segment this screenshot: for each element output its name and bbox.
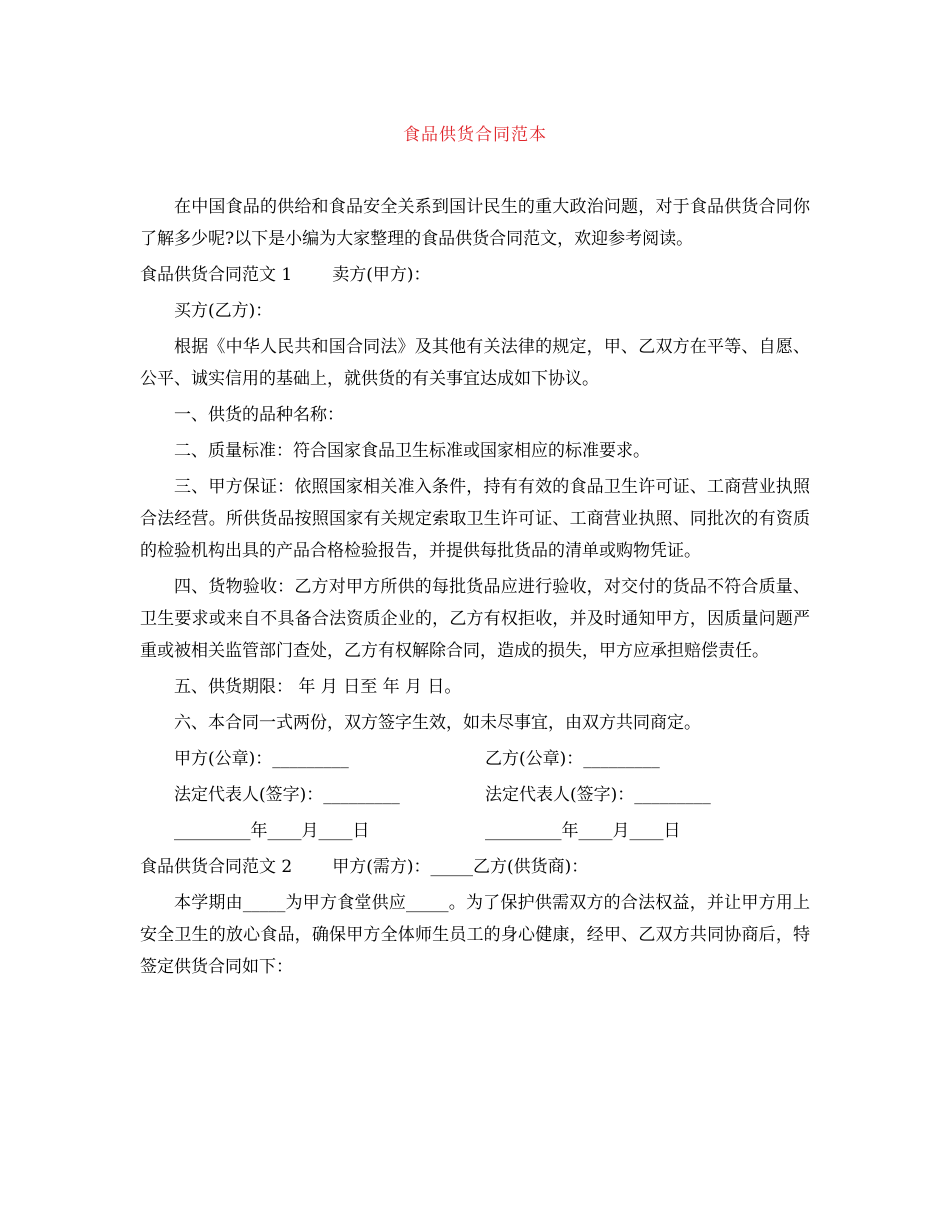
party-a-date: _________年____月____日 <box>174 821 370 841</box>
sample1-seller-label: 卖方(甲方)： <box>332 265 431 285</box>
clause-2: 二、质量标准：符合国家食品卫生标准或国家相应的标准要求。 <box>174 441 650 461</box>
sample1-heading: 食品供货合同范文 1 <box>140 265 293 285</box>
sample1-heading-line <box>140 259 810 291</box>
basis-paragraph: 根据《中华人民共和国合同法》及其他有关法律的规定，甲、乙双方在平等、自愿、公平、诚实信用的基础上，就供货的有关事宜达成如下协议。 <box>140 337 810 389</box>
sample2-paragraph: 本学期由_____为甲方食堂供应_____。为了保护供需双方的合法权益，并让甲方用上安全卫生的放心食品，确保甲方全体师生员工的身心健康，经甲、乙双方共同协商后，特签定供货合同如下： <box>140 893 810 977</box>
signature-date-row <box>140 815 810 847</box>
party-a-representative: 法定代表人(签字)：_________ <box>174 785 400 805</box>
party-b-date: _________年____月____日 <box>485 821 681 841</box>
sample2-heading: 食品供货合同范文 2 <box>140 857 293 877</box>
clause-3: 三、甲方保证：依照国家相关准入条件，持有有效的食品卫生许可证、工商营业执照合法经营。所供货品按照国家有关规定索取卫生许可证、工商营业执照、同批次的有资质的检验机构出具的产品合格检验报告，并提供每批货品的清单或购物凭证。 <box>140 477 810 561</box>
party-b-seal: 乙方(公章)：_________ <box>485 749 660 769</box>
clause-4: 四、货物验收：乙方对甲方所供的每批货品应进行验收，对交付的货品不符合质量、卫生要求或来自不具备合法资质企业的，乙方有权拒收，并及时通知甲方，因质量问题严重或被相关监管部门查处，乙方有权解除合同，造成的损失，甲方应承担赔偿责任。 <box>140 577 810 661</box>
sample2-heading-line <box>140 851 810 883</box>
intro-paragraph: 在中国食品的供给和食品安全关系到国计民生的重大政治问题，对于食品供货合同你了解多少呢?以下是小编为大家整理的食品供货合同范文，欢迎参考阅读。 <box>140 197 810 249</box>
clause-6: 六、本合同一式两份，双方签字生效，如未尽事宜，由双方共同商定。 <box>174 713 701 733</box>
signature-rep-row <box>140 779 810 811</box>
sample1-buyer-label: 买方(乙方)： <box>174 301 273 321</box>
clause-1: 一、供货的品种名称： <box>174 405 344 425</box>
document-title: 食品供货合同范本 <box>403 125 547 145</box>
signature-seal-row <box>140 743 810 775</box>
document-body <box>140 191 810 987</box>
party-a-seal: 甲方(公章)：_________ <box>174 749 349 769</box>
clause-5: 五、供货期限： 年 月 日至 年 月 日。 <box>174 677 462 697</box>
party-b-representative: 法定代表人(签字)：_________ <box>485 785 711 805</box>
sample2-parties: 甲方(需方)：_____乙方(供货商)： <box>332 857 589 877</box>
